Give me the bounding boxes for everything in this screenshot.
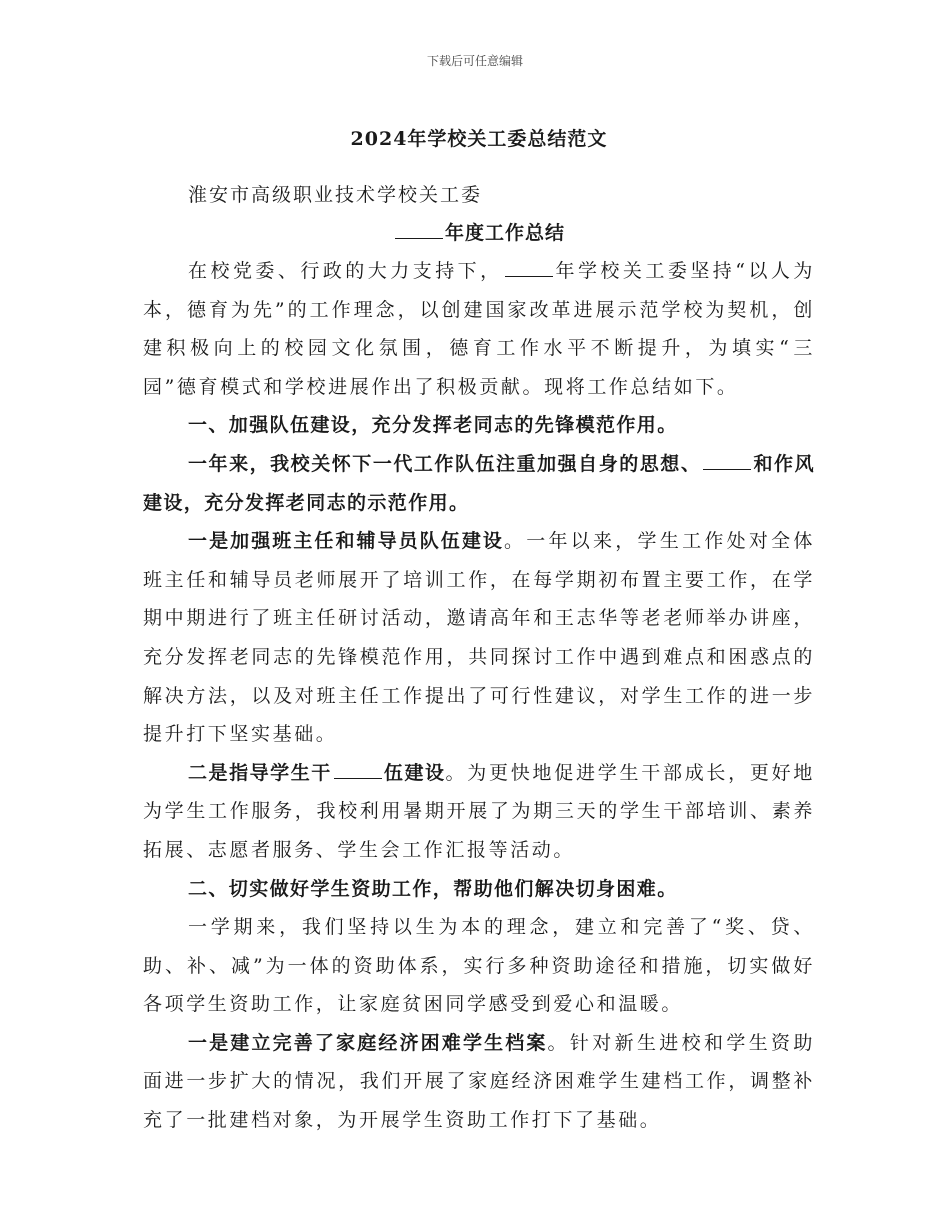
- organization-name: 淮安市高级职业技术学校关工委: [188, 184, 483, 206]
- section-paragraph-2: 一学期来，我们坚持以生为本的理念，建立和完善了“奖、贷、助、补、减”为一体的资助体系，实行多种资助途径和措施，切实做好各项学生资助工作，让家庭贫困同学感受到爱心和温暖。: [143, 916, 815, 1016]
- section-heading-1: 一、加强队伍建设，充分发挥老同志的先锋模范作用。: [188, 414, 678, 437]
- bold-text-b: 和作风建设，充分发挥老同志的示范作用。: [143, 452, 815, 514]
- fill-blank: [505, 258, 553, 277]
- intro-text-a: 在校党委、行政的大力支持下，: [188, 260, 503, 282]
- subtitle-text: 年度工作总结: [444, 222, 565, 244]
- item-text: 。一年以来，学生工作处对全体班主任和辅导员老师展开了培训工作，在每学期初布置主要工作，在学期中期进行了班主任研讨活动，邀请高年和王志华等老老师举办讲座，充分发挥老同志的先锋模范作用，共同探讨工作中遇到难点和困惑点的解决方法，以及对班主任工作提出了可行性建议，对学生工作的进一步提升打下坚实基础。: [143, 530, 815, 746]
- item-text: 。为更快地促进学生干部成长，更好地为学生工作服务，我校利用暑期开展了为期三天的学生干部培训、素养拓展、志愿者服务、学生会工作汇报等活动。: [143, 761, 815, 861]
- fill-blank: [334, 760, 382, 779]
- document-body: [143, 122, 815, 1140]
- page-header-note: 下载后可任意编辑: [426, 54, 523, 68]
- document-subtitle: [143, 214, 815, 252]
- fill-blank: [395, 220, 443, 239]
- bold-text-a: 一年来，我校关怀下一代工作队伍注重加强自身的思想、: [188, 452, 702, 475]
- item-text: 。针对新生进校和学生资助面进一步扩大的情况，我们开展了家庭经济困难学生建档工作，调整补充了一批建档对象，为开展学生资助工作打下了基础。: [143, 1031, 815, 1132]
- item-paragraph-2: [143, 754, 815, 870]
- item-paragraph-3: [143, 1024, 815, 1140]
- document-title: 2024年学校关工委总结范文: [350, 128, 608, 150]
- item-paragraph-1: [143, 522, 815, 754]
- section-heading-2: 二、切实做好学生资助工作，帮助他们解决切身困难。: [188, 877, 678, 900]
- item-lead-b: 伍建设: [383, 761, 446, 784]
- item-lead: 一是加强班主任和辅导员队伍建设: [188, 530, 504, 553]
- intro-text-b: 年学校关工委坚持“以人为本，德育为先”的工作理念，以创建国家改革进展示范学校为契机，创建积极向上的校园文化氛围，德育工作水平不断提升，为填实“三园”德育模式和学校进展作出了积极贡献。现将工作总结如下。: [143, 260, 815, 398]
- fill-blank: [703, 451, 751, 470]
- bold-paragraph-1: [143, 445, 815, 522]
- intro-paragraph: [143, 252, 815, 406]
- item-lead: 一是建立完善了家庭经济困难学生档案: [188, 1031, 548, 1054]
- item-lead-a: 二是指导学生干: [188, 761, 332, 784]
